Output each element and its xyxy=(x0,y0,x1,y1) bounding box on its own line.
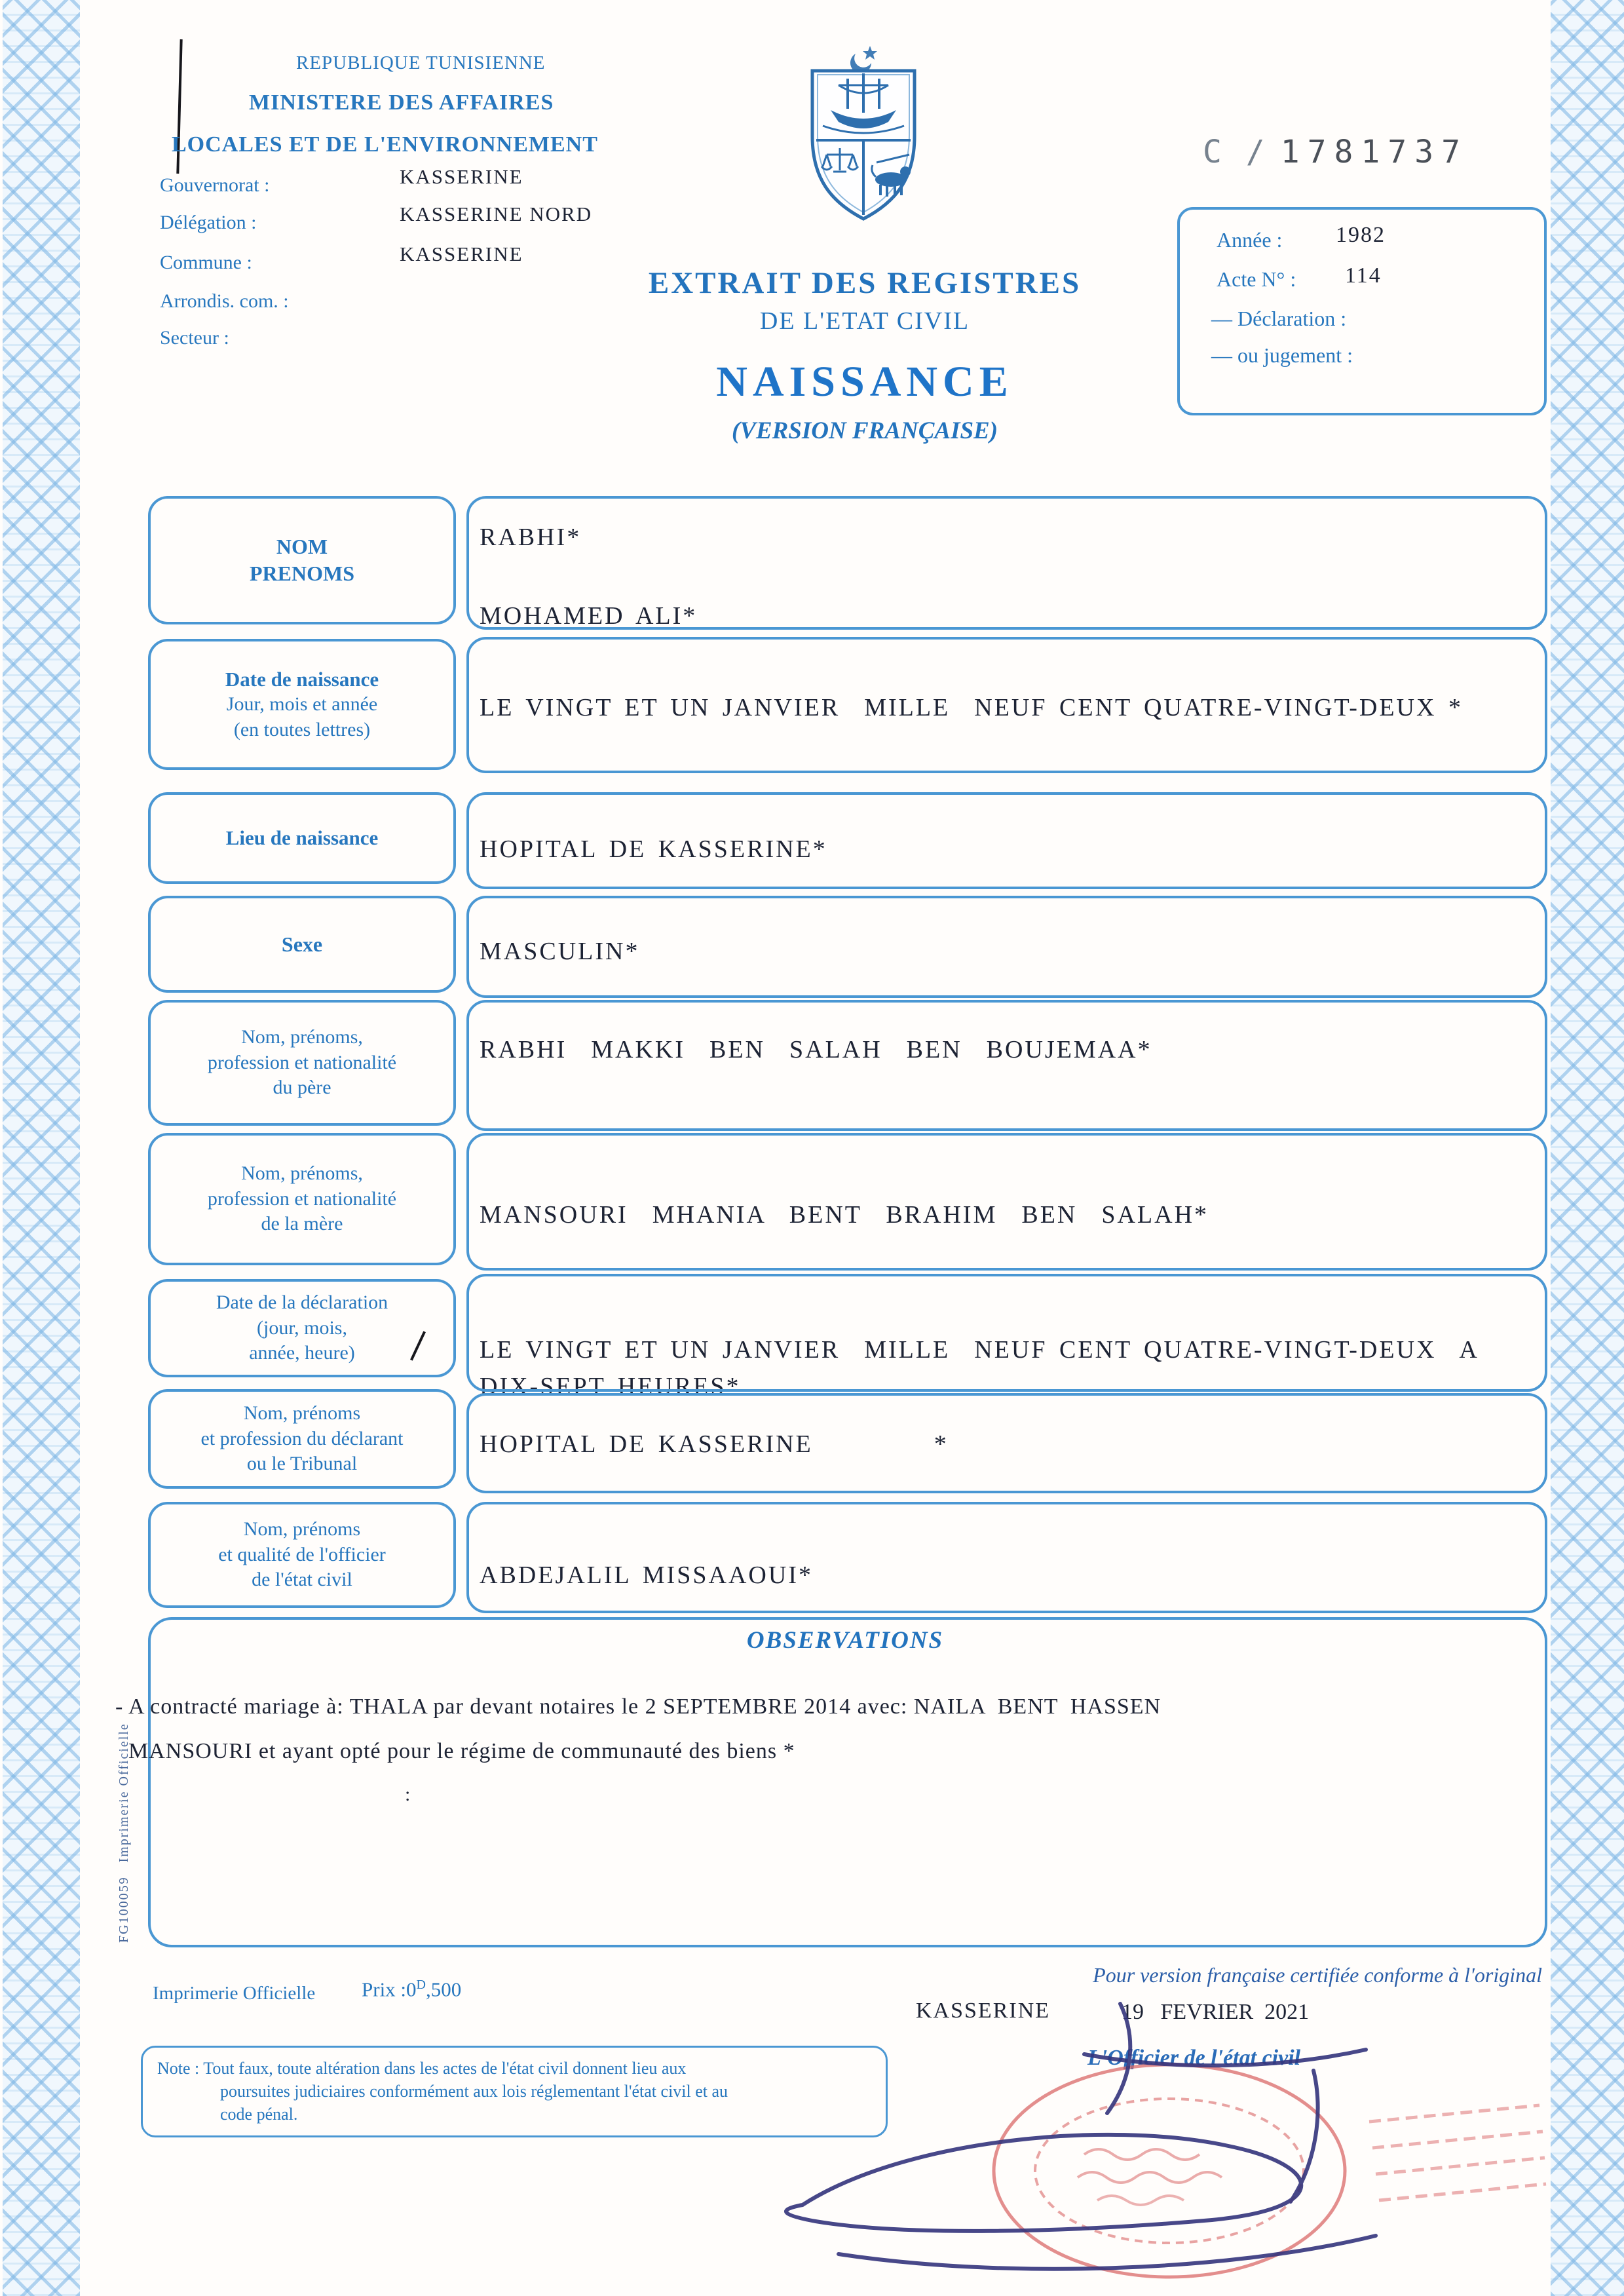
printer-code-vertical: FG100059 Imprimerie Officielle xyxy=(117,1723,131,1943)
field-label-line: Nom, prénoms, xyxy=(241,1026,363,1048)
declarant-label-box xyxy=(148,1389,456,1489)
commune-value: KASSERINE xyxy=(400,242,523,265)
field-label-line: ou le Tribunal xyxy=(246,1453,358,1475)
price-suffix: ,500 xyxy=(426,1978,462,2001)
observations-line2: MANSOURI et ayant opté pour le régime de communauté des biens * xyxy=(128,1739,795,1763)
ministry-line-2: LOCALES ET DE L'ENVIRONNEMENT xyxy=(172,132,598,157)
field-label-line: de la mère xyxy=(261,1213,343,1235)
footer-city: KASSERINE xyxy=(916,1999,1051,2023)
document-title-line1: EXTRAIT DES REGISTRES xyxy=(648,266,1082,300)
note-line: poursuites judiciaires conformément aux lois réglementant l'état civil et au xyxy=(220,2082,728,2101)
price-superscript: D xyxy=(416,1978,426,1992)
gouvernorat-label: Gouvernorat : xyxy=(160,174,270,196)
delegation-value: KASSERINE NORD xyxy=(400,202,593,225)
handwritten-colon: : xyxy=(405,1784,411,1805)
pere-value: RABHI MAKKI BEN SALAH BEN BOUJEMAA* xyxy=(480,1036,1152,1063)
act-number-value: 114 xyxy=(1345,263,1382,288)
secteur-label: Secteur : xyxy=(160,327,229,349)
delegation-label: Délégation : xyxy=(160,212,257,233)
signature-icon xyxy=(753,1992,1428,2293)
field-label-line: Nom, prénoms, xyxy=(241,1162,363,1185)
field-label-line: Jour, mois et année xyxy=(226,693,378,716)
date-declaration-value-line1: LE VINGT ET UN JANVIER MILLE NEUF CENT QUATRE-VINGT-DEUX A xyxy=(480,1336,1479,1364)
nom-value-box xyxy=(466,496,1547,630)
field-label-line: Sexe xyxy=(281,932,323,956)
date-declaration-value-line2: DIX-SEPT HEURES* xyxy=(480,1373,741,1400)
field-label-line: NOM xyxy=(276,535,328,559)
tunisia-emblem-icon xyxy=(793,37,934,231)
field-label-line: année, heure) xyxy=(249,1342,355,1364)
declaration-label: — Déclaration : xyxy=(1211,307,1347,330)
judgement-label: — ou jugement : xyxy=(1211,343,1353,367)
observations-box xyxy=(148,1617,1547,1947)
field-label-line: Date de la déclaration xyxy=(216,1292,388,1314)
note-line: Note : Tout faux, toute altération dans les actes de l'état civil donnent lieu aux xyxy=(157,2059,687,2078)
field-label-line: et qualité de l'officier xyxy=(218,1543,386,1565)
field-label-line: Nom, prénoms xyxy=(243,1402,361,1425)
field-label-line: et profession du déclarant xyxy=(200,1427,404,1449)
lieu-naissance-value: HOPITAL DE KASSERINE* xyxy=(480,835,827,863)
document-title-sub: (VERSION FRANÇAISE) xyxy=(731,417,998,444)
arrondissement-label: Arrondis. com. : xyxy=(160,290,289,312)
date-naissance-label-box xyxy=(148,639,456,770)
guilloche-border-right xyxy=(1551,0,1624,2296)
observations-line1: - A contracté mariage à: THALA par devant notaires le 2 SEPTEMBRE 2014 avec: NAILA BENT HASSEN xyxy=(115,1694,1161,1719)
nom-value: RABHI* xyxy=(480,524,582,551)
field-label-line: Lieu de naissance xyxy=(225,826,379,850)
serial-value: 1781737 xyxy=(1280,134,1468,170)
price-prefix: Prix :0 xyxy=(362,1978,417,2001)
serial-number xyxy=(1203,134,1468,170)
gouvernorat-value: KASSERINE xyxy=(400,165,523,188)
ministry-line-1: MINISTERE DES AFFAIRES xyxy=(249,90,554,115)
field-label-line: (jour, mois, xyxy=(257,1316,347,1339)
field-label-line: Nom, prénoms xyxy=(243,1518,361,1540)
guilloche-border-left xyxy=(3,0,80,2296)
prenoms-value: MOHAMED ALI* xyxy=(480,602,698,630)
nom-label-box xyxy=(148,496,456,624)
imprimerie-label: Imprimerie Officielle xyxy=(153,1983,316,2004)
field-label-line: (en toutes lettres) xyxy=(233,718,371,740)
declarant-value: HOPITAL DE KASSERINE * xyxy=(480,1430,949,1458)
observations-title: OBSERVATIONS xyxy=(746,1627,944,1654)
field-label-line: Date de naissance xyxy=(225,667,379,691)
commune-label: Commune : xyxy=(160,252,252,273)
field-label-line: profession et nationalité xyxy=(207,1051,397,1073)
lieu-naissance-label-box xyxy=(148,792,456,884)
act-number-label: Acte N° : xyxy=(1217,267,1296,291)
certification-line: Pour version française certifiée conforme à l'original xyxy=(1093,1963,1542,1987)
act-info-box xyxy=(1177,207,1547,415)
pere-label-box xyxy=(148,1000,456,1126)
officier-value-box xyxy=(466,1502,1547,1613)
note-line: code pénal. xyxy=(220,2105,298,2124)
year-value: 1982 xyxy=(1336,223,1386,247)
price-label xyxy=(362,1978,461,2001)
document-title-main: NAISSANCE xyxy=(716,358,1013,406)
officer-signature-title: L'Officier de l'état civil xyxy=(1087,2046,1301,2070)
date-declaration-label-box xyxy=(148,1279,456,1377)
field-label-line: du père xyxy=(273,1077,331,1099)
date-naissance-value: LE VINGT ET UN JANVIER MILLE NEUF CENT QUATRE-VINGT-DEUX * xyxy=(480,694,1463,721)
mere-value: MANSOURI MHANIA BENT BRAHIM BEN SALAH* xyxy=(480,1201,1209,1229)
officier-label-box xyxy=(148,1502,456,1608)
field-label-line: PRENOMS xyxy=(250,562,354,585)
field-label-line: profession et nationalité xyxy=(207,1187,397,1210)
mere-label-box xyxy=(148,1133,456,1265)
year-label: Année : xyxy=(1217,228,1283,252)
sexe-label-box xyxy=(148,896,456,993)
sexe-value: MASCULIN* xyxy=(480,938,640,965)
document-title-line2: DE L'ETAT CIVIL xyxy=(759,307,970,335)
field-label-line: de l'état civil xyxy=(252,1569,352,1591)
date-declaration-value-box xyxy=(466,1274,1547,1392)
serial-prefix: C / xyxy=(1203,134,1268,170)
republic-title: REPUBLIQUE TUNISIENNE xyxy=(296,52,546,73)
officier-value: ABDEJALIL MISSAAOUI* xyxy=(480,1561,813,1589)
footer-date: 19 FEVRIER 2021 xyxy=(1122,2000,1310,2024)
pere-value-box xyxy=(466,1000,1547,1131)
